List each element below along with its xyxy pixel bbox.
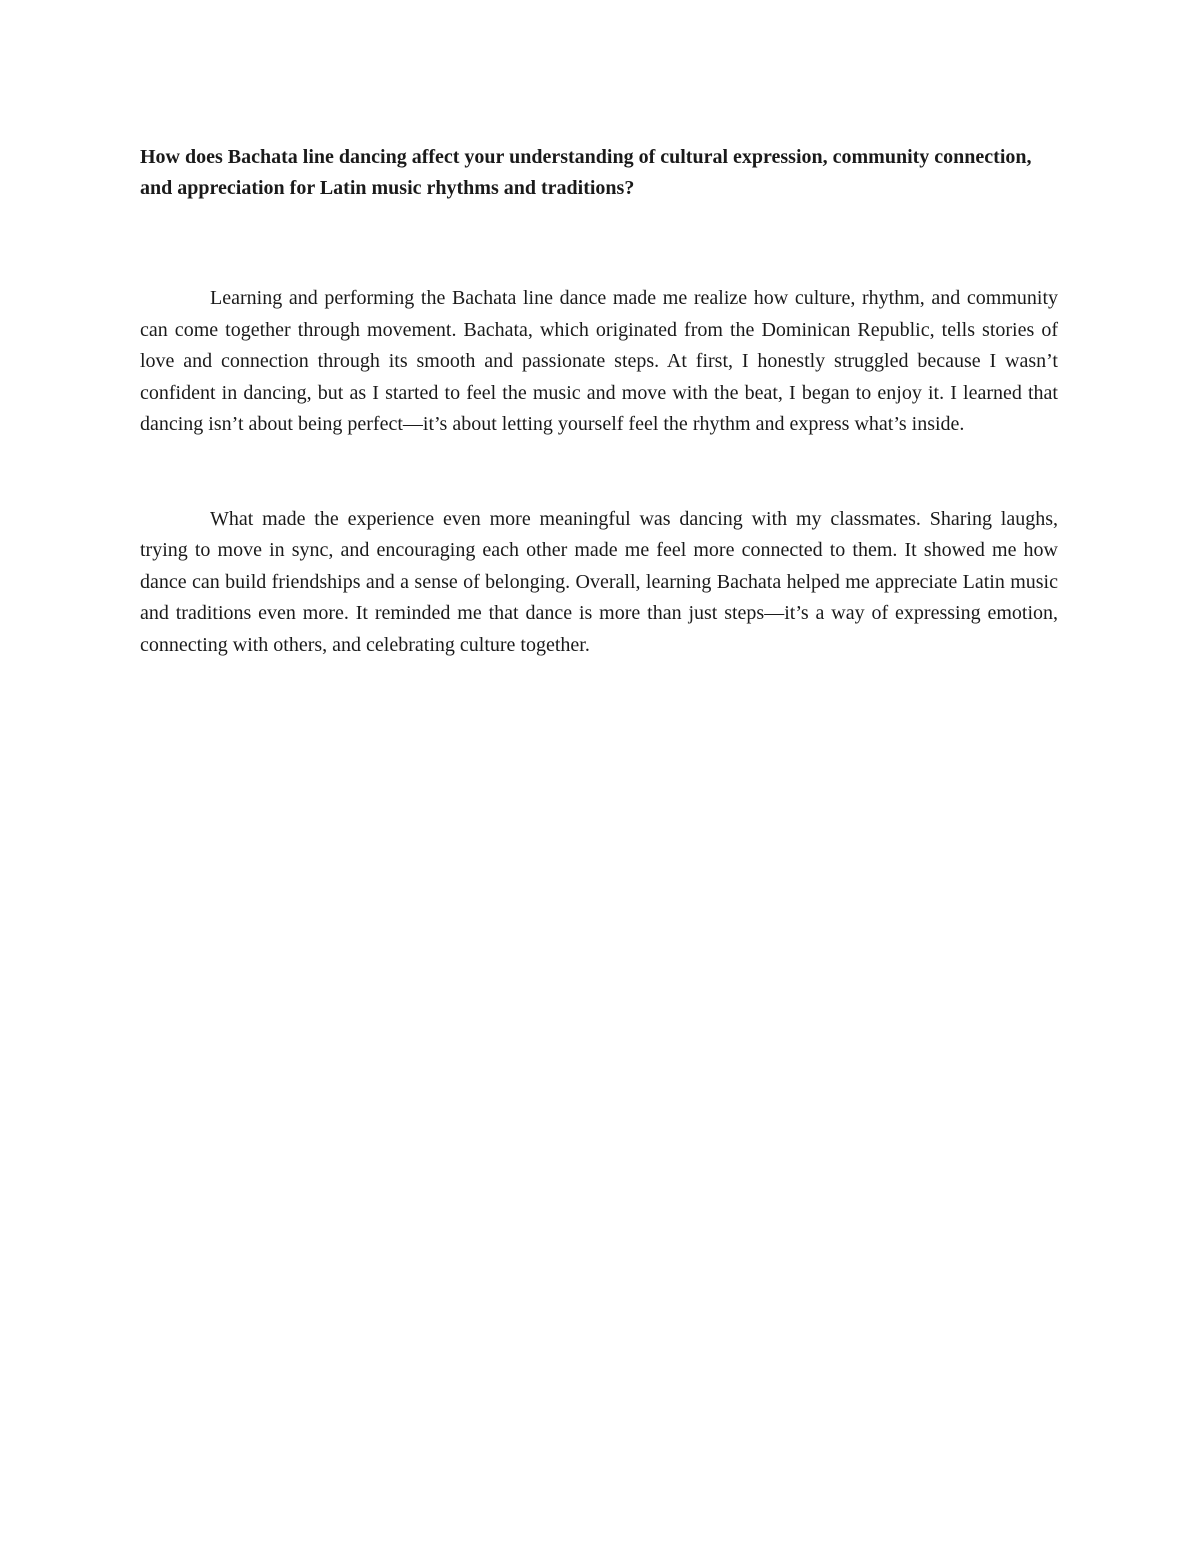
essay-paragraph-2: What made the experience even more meaningful was dancing with my classmates. Sharing laughs, trying to move in sync, and encouraging each other made me feel more connected to them. It showed me how dance can build friendships and a sense of belonging. Overall, learning Bachata helped me appreciate Latin music and traditions even more. It reminded me that dance is more than just steps—it’s a way of expressing emotion, connecting with others, and celebrating culture together. bbox=[140, 507, 1058, 656]
essay-question: How does Bachata line dancing affect your understanding of cultural expression, community connection, and appreciation for Latin music rhythms and traditions? bbox=[140, 146, 1032, 199]
document-body bbox=[140, 142, 1058, 661]
essay-paragraph-1: Learning and performing the Bachata line dance made me realize how culture, rhythm, and community can come together through movement. Bachata, which originated from the Dominican Republic, tells stories of love and connection through its smooth and passionate steps. At first, I honestly struggled because I wasn’t confident in dancing, but as I started to feel the music and move with the beat, I began to enjoy it. I learned that dancing isn’t about being perfect—it’s about letting yourself feel the rhythm and express what’s inside. bbox=[140, 287, 1058, 435]
